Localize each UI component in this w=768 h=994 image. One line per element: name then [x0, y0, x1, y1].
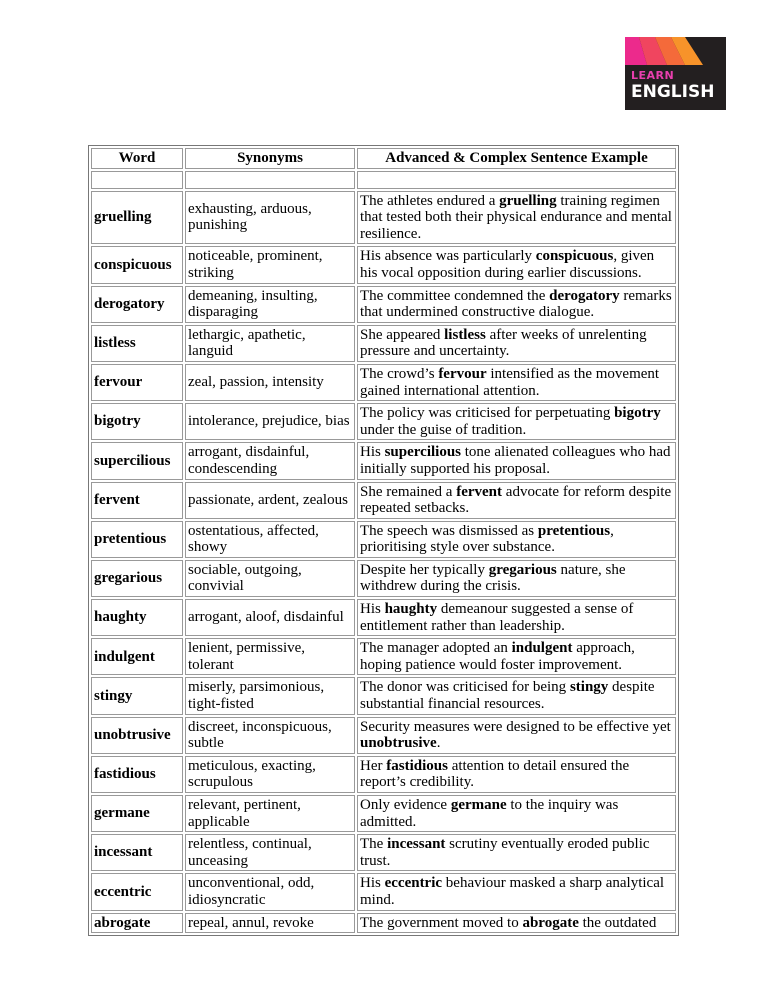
example-cell	[357, 286, 676, 323]
synonyms-cell: repeal, annul, revoke	[185, 913, 355, 934]
example-keyword: listless	[444, 326, 486, 343]
example-cell	[357, 756, 676, 793]
table-row	[91, 756, 676, 793]
example-text: the outdated	[578, 914, 657, 931]
synonyms-cell: relevant, pertinent, applicable	[185, 795, 355, 832]
word-cell: bigotry	[91, 403, 183, 440]
word-cell: gruelling	[91, 191, 183, 245]
word-cell: eccentric	[91, 873, 183, 910]
example-cell	[357, 677, 676, 714]
example-cell	[357, 913, 676, 934]
table-row	[91, 677, 676, 714]
example-cell	[357, 482, 676, 519]
word-cell: germane	[91, 795, 183, 832]
empty-cell	[91, 171, 183, 189]
synonyms-cell: unconventional, odd, idiosyncratic	[185, 873, 355, 910]
example-text: demeanour suggested a sense of entitlement rather than leadership.	[360, 601, 634, 634]
word-cell: conspicuous	[91, 246, 183, 283]
synonyms-cell: intolerance, prejudice, bias	[185, 403, 355, 440]
example-text: nature, she withdrew during the crisis.	[360, 561, 626, 595]
example-cell	[357, 403, 676, 440]
example-text: after weeks of unrelenting pressure and uncertainty.	[360, 326, 647, 360]
table-row	[91, 913, 676, 934]
example-cell	[357, 638, 676, 675]
example-text: His absence was particularly	[360, 248, 536, 265]
example-text: scrutiny eventually eroded public trust.	[360, 836, 650, 869]
synonyms-cell: discreet, inconspicuous, subtle	[185, 717, 355, 754]
table-row	[91, 638, 676, 675]
example-cell	[357, 717, 676, 754]
word-cell: fervent	[91, 482, 183, 519]
table-row	[91, 191, 676, 245]
synonyms-cell: noticeable, prominent, striking	[185, 246, 355, 283]
example-keyword: fastidious	[386, 757, 448, 774]
synonyms-cell: miserly, parsimonious, tight-fisted	[185, 677, 355, 714]
synonyms-cell: zeal, passion, intensity	[185, 364, 355, 401]
table-row	[91, 364, 676, 401]
example-keyword: germane	[450, 797, 507, 813]
table-header-row	[91, 148, 676, 169]
example-cell	[357, 599, 676, 636]
example-text: She remained a	[360, 483, 457, 500]
table-row	[91, 834, 676, 871]
logo-text-learn: LEARN	[631, 69, 675, 82]
word-cell: abrogate	[91, 913, 183, 934]
table-row	[91, 325, 676, 362]
table-row	[91, 521, 676, 558]
example-keyword: pretentious	[537, 522, 611, 539]
example-text: The athletes endured a	[360, 192, 500, 209]
example-keyword: fervent	[456, 483, 503, 500]
example-cell	[357, 834, 676, 871]
synonyms-cell: ostentatious, affected, showy	[185, 521, 355, 558]
header-example: Advanced & Complex Sentence Example	[357, 148, 676, 169]
example-keyword: haughty	[384, 601, 438, 618]
example-keyword: conspicuous	[535, 248, 614, 265]
empty-cell	[185, 171, 355, 189]
example-text: The speech was dismissed as	[360, 522, 538, 539]
example-text: The policy was criticised for perpetuating	[360, 405, 615, 422]
example-text: The crowd’s	[360, 365, 439, 382]
table-row	[91, 442, 676, 479]
example-text: remarks that undermined constructive dialogue.	[360, 287, 672, 321]
example-text: She appeared	[360, 326, 445, 343]
example-cell	[357, 246, 676, 283]
word-cell: stingy	[91, 677, 183, 714]
word-cell: fastidious	[91, 756, 183, 793]
example-cell	[357, 560, 676, 597]
synonyms-cell: passionate, ardent, zealous	[185, 482, 355, 519]
example-text: Despite her typically	[360, 561, 489, 578]
example-cell	[357, 325, 676, 362]
word-cell: indulgent	[91, 638, 183, 675]
synonyms-cell: exhausting, arduous, punishing	[185, 191, 355, 245]
example-text: The donor was criticised for being	[360, 679, 570, 696]
logo-text-english: ENGLISH	[631, 82, 715, 102]
example-text: Only evidence	[360, 797, 451, 813]
example-keyword: abrogate	[522, 914, 579, 931]
example-text: tone alienated colleagues who had initially supported his proposal.	[360, 444, 671, 477]
example-text: behaviour masked a sharp analytical mind.	[360, 875, 665, 908]
example-cell	[357, 521, 676, 558]
example-text: His	[360, 875, 385, 892]
synonyms-cell: lethargic, apathetic, languid	[185, 325, 355, 362]
example-keyword: supercilious	[384, 444, 461, 461]
synonyms-cell: sociable, outgoing, convivial	[185, 560, 355, 597]
example-text: Her	[360, 757, 387, 774]
word-cell: pretentious	[91, 521, 183, 558]
table-row	[91, 599, 676, 636]
example-text: .	[436, 735, 441, 752]
example-keyword: gregarious	[488, 561, 557, 578]
example-text: His	[360, 444, 385, 461]
example-text: The	[360, 836, 388, 853]
example-keyword: eccentric	[384, 875, 443, 892]
example-text: The government moved to	[360, 914, 523, 931]
empty-cell	[357, 171, 676, 189]
example-keyword: incessant	[387, 836, 446, 853]
example-cell	[357, 191, 676, 245]
table-row	[91, 403, 676, 440]
example-text: training regimen that tested both their physical endurance and mental resilience.	[360, 192, 672, 242]
example-keyword: fervour	[438, 365, 487, 382]
word-cell: incessant	[91, 834, 183, 871]
word-cell: unobtrusive	[91, 717, 183, 754]
example-text: under the guise of tradition.	[360, 421, 527, 438]
example-cell	[357, 442, 676, 479]
table-row	[91, 246, 676, 283]
word-cell: derogatory	[91, 286, 183, 323]
header-word: Word	[91, 148, 183, 169]
example-text: attention to detail ensured the report’s credibility.	[360, 757, 630, 791]
table-row	[91, 873, 676, 910]
learn-english-logo	[625, 37, 726, 110]
word-cell: haughty	[91, 599, 183, 636]
empty-row	[91, 171, 676, 189]
example-text: intensified as the movement gained international attention.	[360, 365, 660, 399]
table-row	[91, 286, 676, 323]
example-keyword: unobtrusive	[360, 735, 437, 752]
example-keyword: stingy	[569, 679, 609, 696]
example-cell	[357, 364, 676, 401]
example-keyword: gruelling	[499, 192, 557, 209]
example-text: , given his vocal opposition during earlier discussions.	[360, 248, 655, 281]
example-text: to the inquiry was admitted.	[360, 797, 619, 830]
example-keyword: indulgent	[511, 640, 573, 657]
example-text: advocate for reform despite repeated setbacks.	[360, 483, 672, 517]
word-cell: supercilious	[91, 442, 183, 479]
word-cell: listless	[91, 325, 183, 362]
synonyms-cell: relentless, continual, unceasing	[185, 834, 355, 871]
word-cell: fervour	[91, 364, 183, 401]
example-text: approach, hoping patience would foster improvement.	[360, 640, 635, 673]
table-row	[91, 560, 676, 597]
example-text: Security measures were designed to be effective yet	[360, 718, 671, 735]
synonyms-cell: arrogant, disdainful, condescending	[185, 442, 355, 479]
example-text: despite substantial financial resources.	[360, 679, 655, 713]
synonyms-cell: lenient, permissive, tolerant	[185, 638, 355, 675]
example-cell	[357, 873, 676, 910]
vocabulary-table	[88, 145, 679, 936]
table-row	[91, 482, 676, 519]
synonyms-cell: demeaning, insulting, disparaging	[185, 286, 355, 323]
table-row	[91, 795, 676, 832]
logo-stripes-graphic	[625, 37, 726, 65]
synonyms-cell: arrogant, aloof, disdainful	[185, 599, 355, 636]
table-row	[91, 717, 676, 754]
synonyms-cell: meticulous, exacting, scrupulous	[185, 756, 355, 793]
example-cell	[357, 795, 676, 832]
example-text: His	[360, 601, 385, 618]
example-text: The manager adopted an	[360, 640, 512, 657]
example-text: , prioritising style over substance.	[360, 522, 614, 556]
header-synonyms: Synonyms	[185, 148, 355, 169]
example-keyword: derogatory	[549, 287, 620, 304]
word-cell: gregarious	[91, 560, 183, 597]
example-text: The committee condemned the	[360, 287, 550, 304]
example-keyword: bigotry	[614, 405, 661, 422]
